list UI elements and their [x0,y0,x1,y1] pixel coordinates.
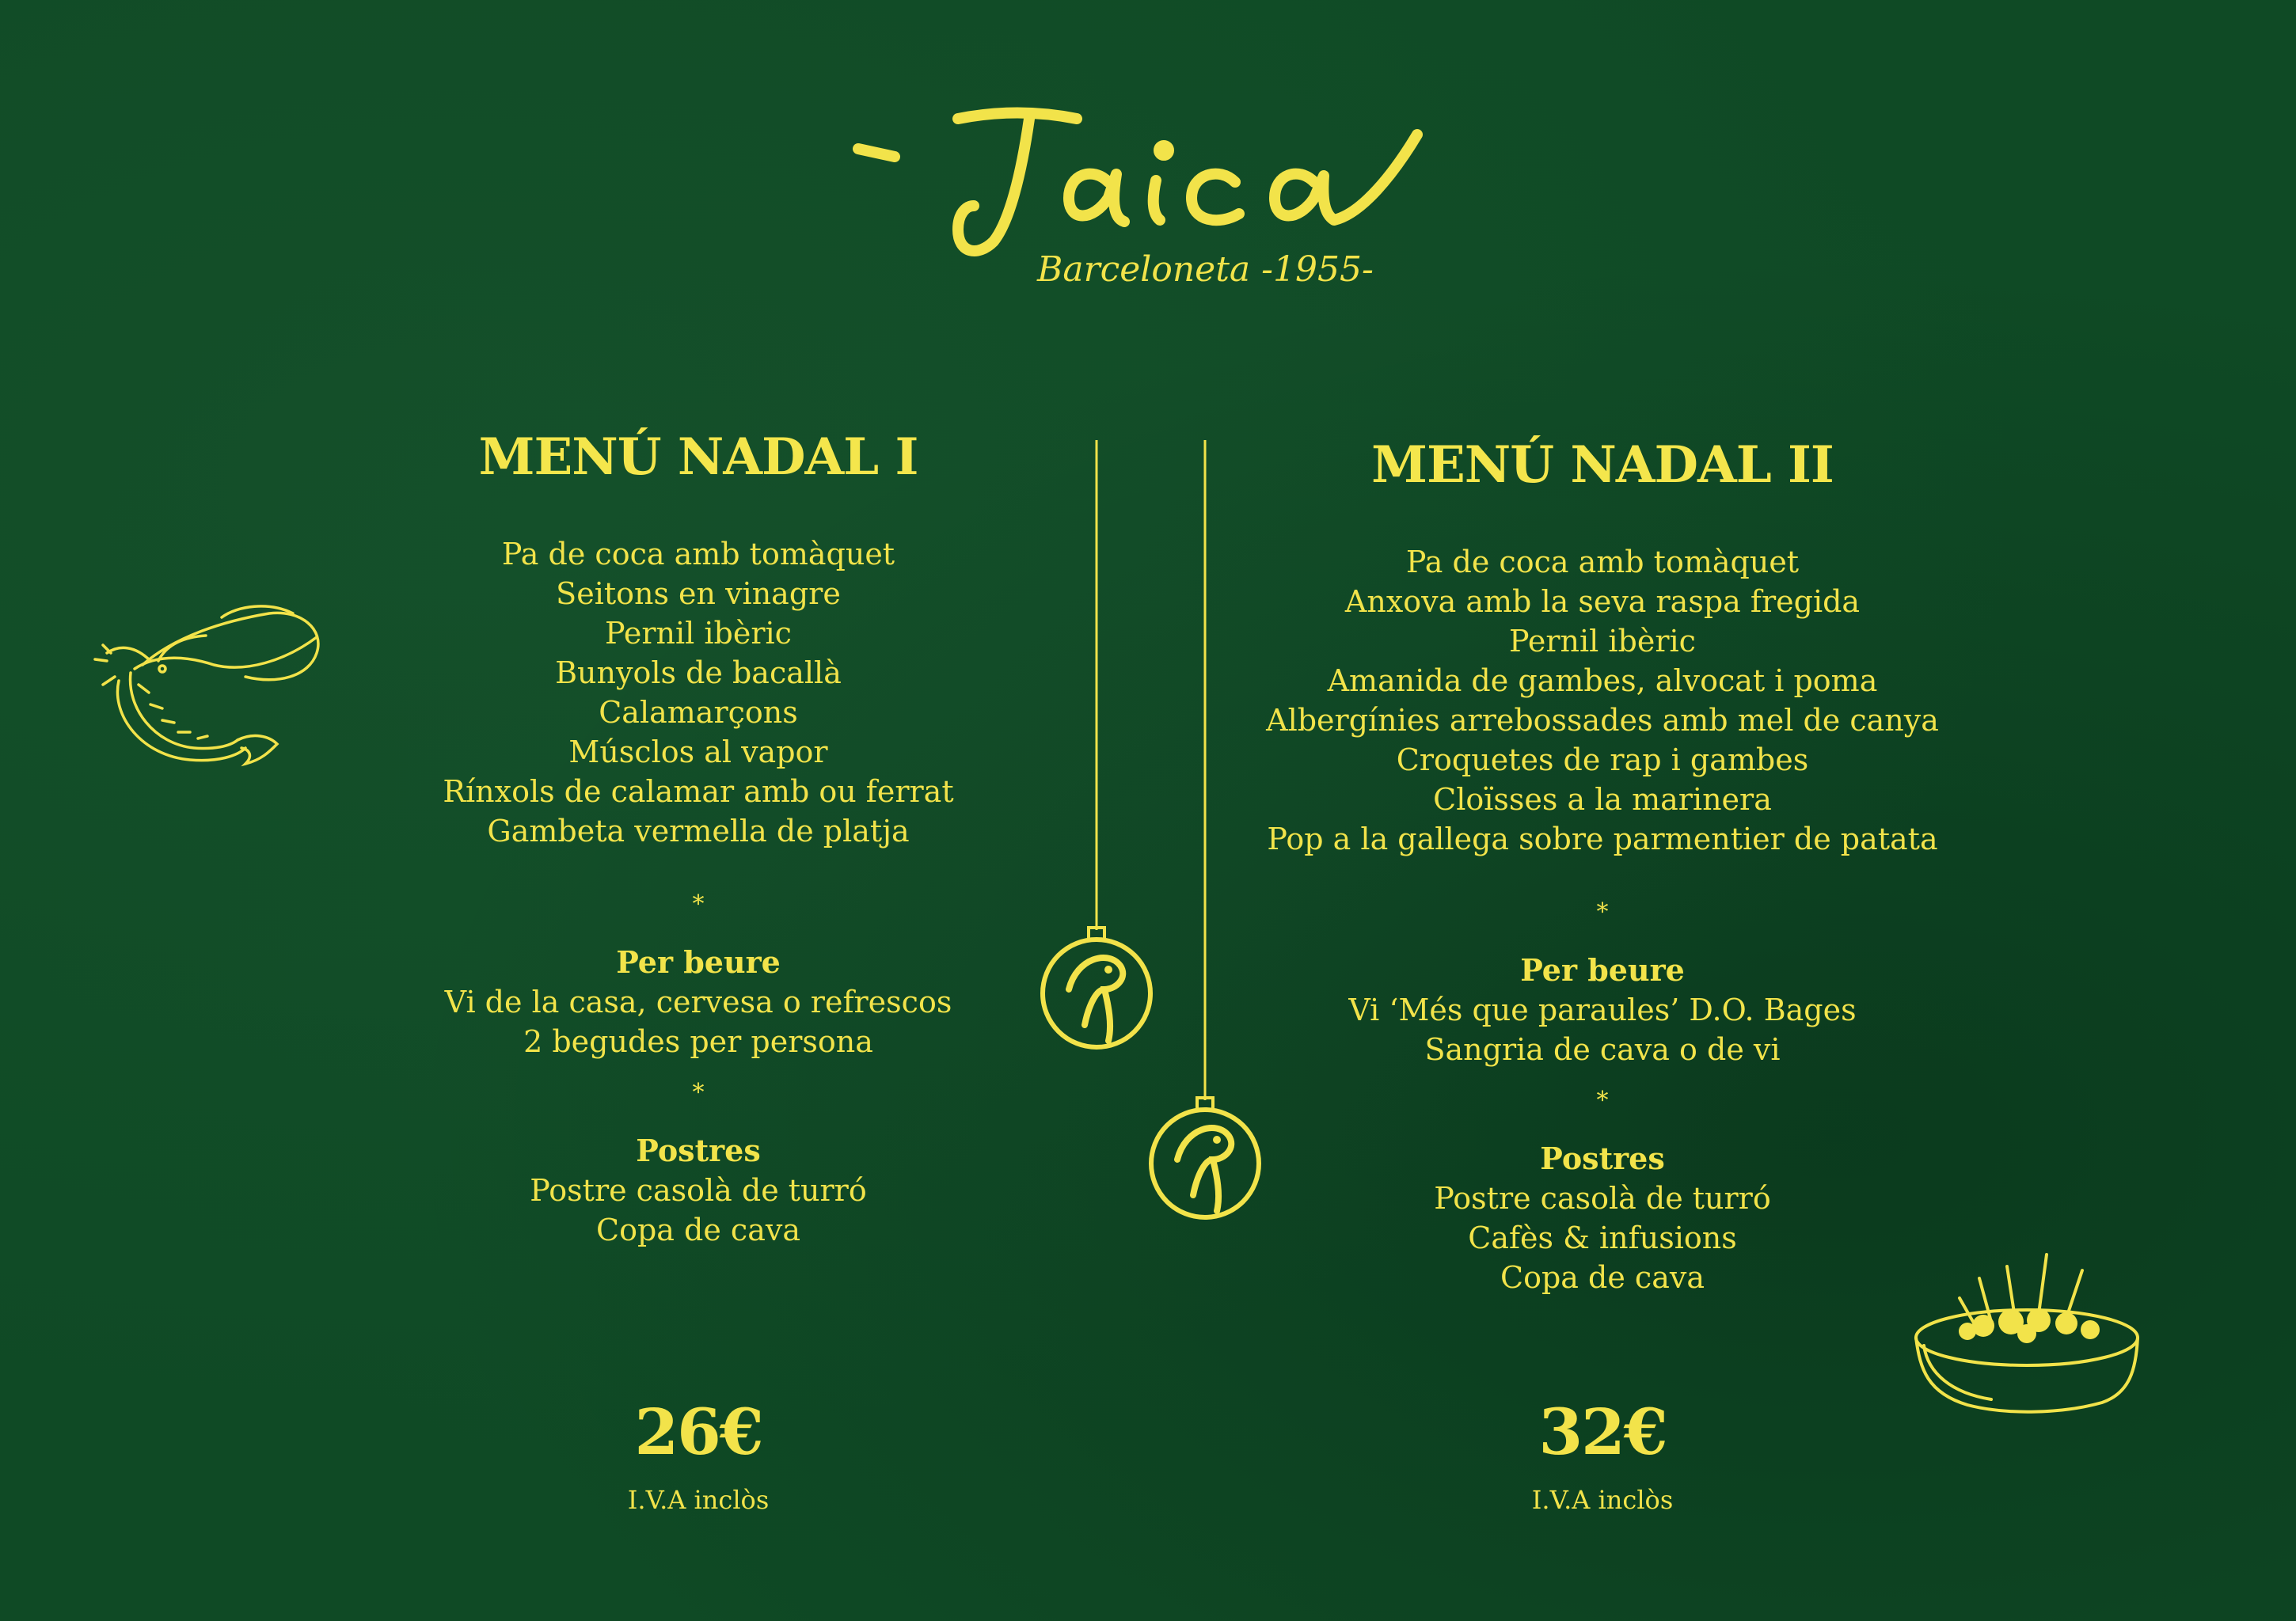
list-item: Vi ‘Més que paraules’ D.O. Bages [1348,993,1857,1027]
tax-note: I.V.A inclòs [627,1485,770,1515]
list-item: Albergínies arrebossades amb mel de canya [1266,703,1939,738]
list-item: Croquetes de rap i gambes [1396,742,1809,777]
list-item: Anxova amb la seva raspa fregida [1344,584,1861,619]
desserts-list [342,1171,1055,1250]
brand-logo [839,87,1473,309]
price: 32€ [1538,1395,1667,1469]
list-item: Pernil ibèric [605,616,792,651]
drinks-title: Per beure [616,944,781,980]
list-item: Sangria de cava o de vi [1424,1032,1781,1067]
ornament-icon [1151,1098,1259,1217]
ornament-icon [1043,928,1150,1047]
list-item: Pa de coca amb tomàquet [501,537,895,571]
separator: * [692,1079,705,1107]
list-item: Copa de cava [596,1213,800,1247]
list-item: Seitons en vinagre [556,576,841,611]
menu-title: MENÚ NADAL I [478,427,918,487]
menu-nadal-1 [342,427,1055,1250]
list-item: Amanida de gambes, alvocat i poma [1327,663,1878,698]
list-item: Cloïsses a la marinera [1433,782,1772,817]
list-item: Músclos al vapor [568,735,828,769]
list-item: Calamarçons [599,695,798,730]
ornaments [1029,435,1283,1243]
separator: * [692,890,705,918]
list-item: 2 begudes per persona [523,1024,873,1059]
list-item: Cafès & infusions [1468,1220,1737,1255]
list-item: Postre casolà de turró [530,1173,867,1208]
separator: * [1596,1087,1609,1114]
list-item: Gambeta vermella de platja [487,814,910,848]
separator: * [1596,898,1609,926]
brand-subtitle: Barceloneta -1955- [1037,249,1374,290]
drinks-title: Per beure [1520,952,1685,988]
logo-script [839,87,1473,309]
list-item: Pa de coca amb tomàquet [1405,545,1800,579]
brand-name: Jaica [839,87,842,88]
list-item: Copa de cava [1500,1260,1705,1295]
desserts-list [1246,1179,1959,1297]
tapas-bowl-icon [1904,1235,2150,1417]
dish-list [342,534,1055,851]
list-item: Vi de la casa, cervesa o refrescos [444,985,952,1019]
drinks-list [342,982,1055,1061]
tax-note: I.V.A inclòs [1531,1485,1674,1515]
desserts-title: Postres [1540,1141,1665,1176]
menu-title: MENÚ NADAL II [1371,435,1834,495]
list-item: Postre casolà de turró [1434,1181,1771,1216]
list-item: Pernil ibèric [1509,624,1696,659]
shrimp-icon [87,598,333,788]
menu-nadal-2 [1246,435,1959,1297]
list-item: Bunyols de bacallà [555,655,842,690]
dish-list [1246,542,1959,859]
list-item: Pop a la gallega sobre parmentier de patata [1267,822,1938,856]
drinks-list [1246,990,1959,1069]
price: 26€ [634,1395,762,1469]
list-item: Rínxols de calamar amb ou ferrat [443,774,954,809]
desserts-title: Postres [636,1133,761,1168]
